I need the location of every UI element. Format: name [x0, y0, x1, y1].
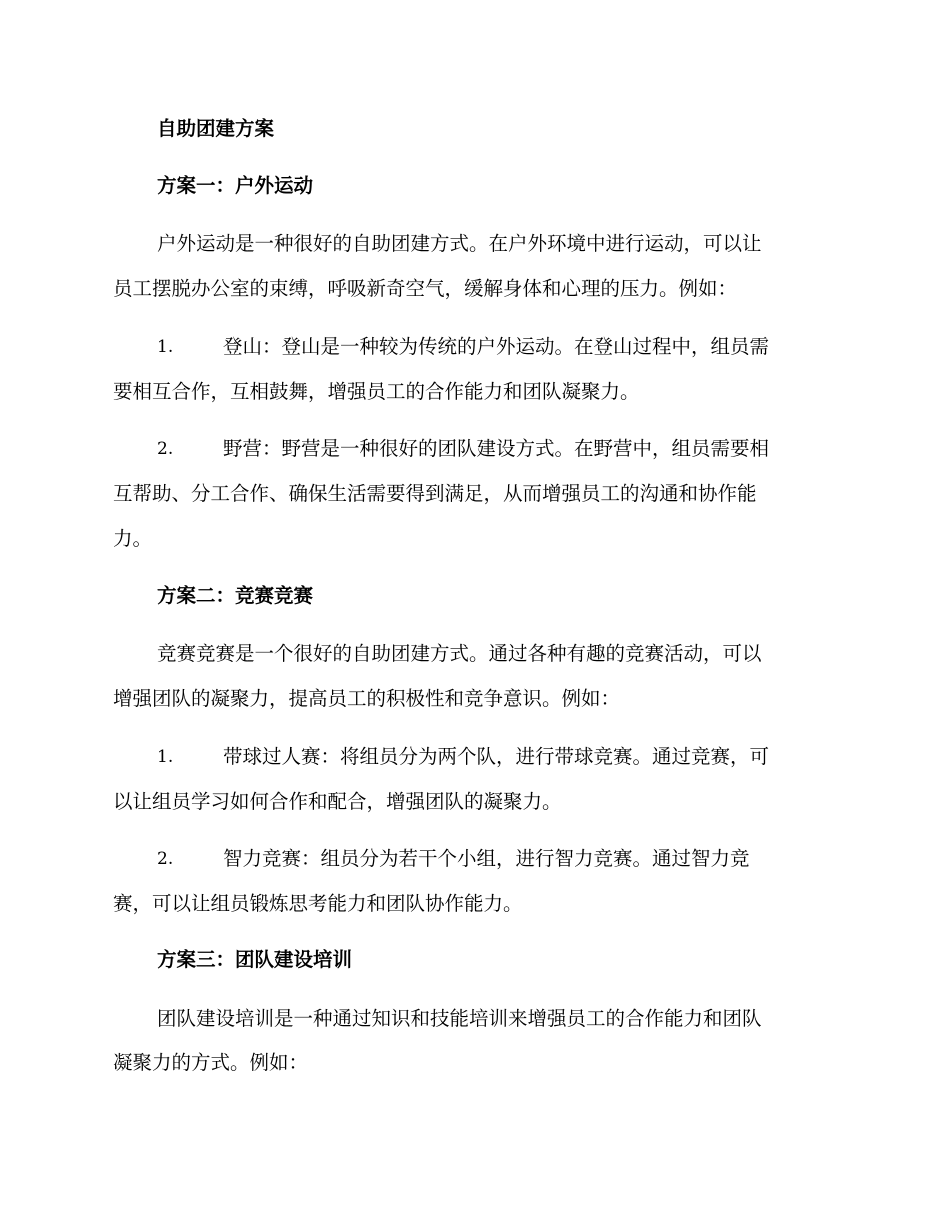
paragraph-line: 员工摆脱办公室的束缚，呼吸新奇空气，缓解身体和心理的压力。例如：: [113, 277, 738, 300]
list-number: 1.: [157, 747, 174, 767]
list-item-line: 登山：登山是一种较为传统的户外运动。在登山过程中，组员需: [223, 335, 770, 358]
list-item-line: 带球过人赛：将组员分为两个队，进行带球竞赛。通过竞赛，可: [223, 745, 770, 768]
list-item-line: 智力竞赛：组员分为若干个小组，进行智力竞赛。通过智力竞: [223, 847, 750, 870]
paragraph-line: 凝聚力的方式。例如：: [113, 1051, 309, 1074]
section-heading-1: 方案一：户外运动: [157, 174, 314, 197]
paragraph-line: 竞赛竞赛是一个很好的自助团建方式。通过各种有趣的竞赛活动，可以: [157, 642, 762, 665]
section-heading-2: 方案二：竞赛竞赛: [157, 584, 314, 607]
list-number: 2.: [157, 849, 174, 869]
list-item-line: 野营：野营是一种很好的团队建设方式。在野营中，组员需要相: [223, 437, 770, 460]
list-item-line: 力。: [113, 527, 153, 550]
list-number: 1.: [157, 337, 174, 357]
list-item-line: 要相互合作，互相鼓舞，增强员工的合作能力和团队凝聚力。: [113, 380, 640, 403]
document-title: 自助团建方案: [157, 117, 275, 140]
section-heading-3: 方案三：团队建设培训: [157, 948, 353, 971]
paragraph-line: 户外运动是一种很好的自助团建方式。在户外环境中进行运动，可以让: [157, 232, 762, 255]
list-number: 2.: [157, 439, 174, 459]
list-item-line: 赛，可以让组员锻炼思考能力和团队协作能力。: [113, 892, 523, 915]
list-item-line: 互帮助、分工合作、确保生活需要得到满足，从而增强员工的沟通和协作能: [113, 482, 757, 505]
list-item-line: 以让组员学习如何合作和配合，增强团队的凝聚力。: [113, 790, 562, 813]
paragraph-line: 团队建设培训是一种通过知识和技能培训来增强员工的合作能力和团队: [157, 1007, 762, 1030]
paragraph-line: 增强团队的凝聚力，提高员工的积极性和竞争意识。例如：: [113, 687, 621, 710]
